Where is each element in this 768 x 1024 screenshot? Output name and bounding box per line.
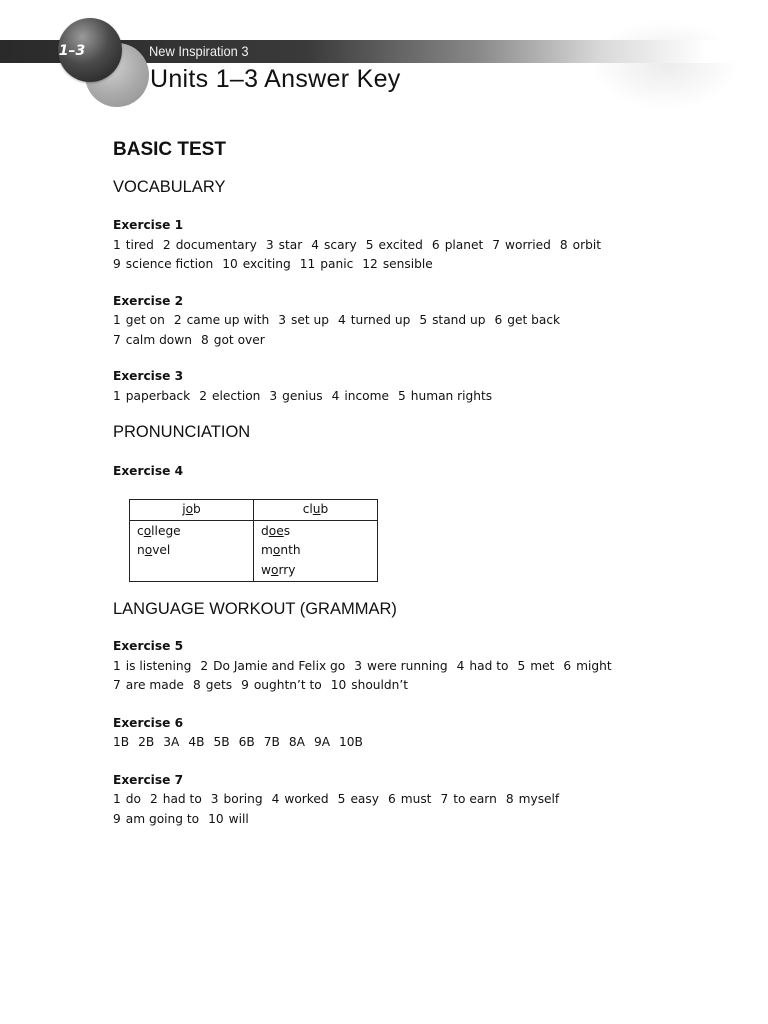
answer-text: get on (125, 313, 165, 327)
answer-number: 8 (505, 792, 514, 806)
answer-text: myself (518, 792, 560, 806)
answer-text: turned up (350, 313, 411, 327)
answer-item (338, 792, 379, 806)
exercise-title: Exercise 1 (113, 218, 184, 232)
answer-text: am going to (125, 811, 200, 826)
exercise-5 (113, 637, 733, 696)
answer-line (113, 657, 733, 677)
answer-text: paperback (125, 388, 191, 403)
table-column-club-words (254, 520, 378, 582)
answer-number: 1 (113, 237, 121, 252)
answer-number: 4 (456, 658, 465, 673)
answer-item (366, 238, 423, 252)
answer-number: 5 (419, 313, 428, 327)
table-header-job: job (130, 499, 254, 520)
exercise-answers (113, 311, 733, 350)
answer-item (163, 735, 179, 749)
answer-item (113, 313, 165, 327)
page-title: Units 1–3 Answer Key (150, 65, 401, 93)
exercise-title: Exercise 2 (113, 293, 184, 308)
answer-item (113, 659, 191, 673)
answer-number: 10 (330, 678, 347, 692)
answer-text: exciting (242, 257, 291, 271)
answer-text: 7B (263, 735, 280, 749)
answer-text: were running (367, 658, 448, 673)
answer-line (113, 236, 733, 256)
answer-text: 5B (213, 735, 230, 749)
answer-number: 10 (208, 811, 224, 826)
answer-item (113, 389, 190, 403)
answer-text: must (400, 792, 432, 806)
exercise-3 (113, 367, 733, 406)
answer-number: 2 (200, 658, 209, 673)
exercise-answers (113, 733, 733, 753)
answer-item (193, 678, 232, 692)
answer-item (440, 792, 496, 806)
answer-number: 3 (210, 792, 219, 806)
answer-item (113, 257, 213, 271)
exercise-title: Exercise 5 (113, 639, 184, 653)
answer-item (332, 389, 389, 403)
exercise-answers (113, 387, 733, 407)
answer-item (241, 678, 322, 692)
answer-text: panic (320, 257, 354, 271)
answer-number: 4 (331, 388, 340, 403)
exercise-1 (113, 216, 733, 275)
answer-number: 9 (113, 257, 121, 271)
answer-number: 4 (271, 792, 280, 806)
answer-number: 5 (517, 658, 526, 673)
answer-text: documentary (175, 237, 257, 252)
answer-number: 9 (241, 678, 249, 692)
answer-item (138, 735, 154, 749)
section-pronunciation: PRONUNCIATION (113, 423, 251, 441)
answer-text: 3A (163, 735, 180, 749)
exercise-4 (113, 462, 733, 582)
answer-line (113, 311, 733, 331)
answer-number: 1 (113, 658, 121, 673)
answer-item (419, 313, 485, 327)
answer-item (398, 389, 492, 403)
sound-table (129, 499, 378, 583)
answer-item (506, 792, 559, 806)
answer-text: Do Jamie and Felix go (213, 658, 346, 673)
answer-item (338, 313, 410, 327)
answer-text: shouldn’t (351, 678, 409, 692)
answer-item (266, 238, 302, 252)
answer-item (199, 389, 260, 403)
exercise-answers (113, 657, 733, 696)
answer-number: 7 (113, 678, 121, 692)
answer-text: might (576, 658, 612, 673)
answer-text: 10B (339, 735, 363, 749)
answer-number: 1 (113, 388, 121, 403)
answer-item (492, 238, 551, 252)
answer-text: had to (469, 658, 509, 673)
answer-line (113, 676, 733, 696)
answer-number: 4 (337, 313, 346, 327)
answer-number: 5 (337, 792, 346, 806)
answer-item (163, 238, 257, 252)
answer-line (113, 790, 733, 810)
answer-text: calm down (125, 332, 192, 347)
answer-item (113, 735, 129, 749)
answer-text: scary (324, 237, 357, 252)
answer-text: human rights (410, 388, 493, 403)
answer-item (201, 333, 265, 347)
answer-item (494, 313, 560, 327)
answer-item (560, 238, 601, 252)
answer-number: 5 (397, 388, 406, 403)
answer-key-content (113, 138, 733, 829)
answer-number: 6 (431, 237, 440, 252)
answer-number: 12 (362, 257, 378, 271)
answer-item (339, 735, 363, 749)
answer-item (113, 792, 141, 806)
answer-line (113, 810, 733, 830)
answer-text: tired (125, 237, 154, 252)
answer-number: 6 (494, 313, 503, 327)
answer-number: 2 (162, 237, 171, 252)
answer-item (362, 257, 432, 271)
answer-text: came up with (186, 313, 270, 327)
answer-text: set up (290, 313, 329, 327)
answer-item (563, 659, 611, 673)
exercise-title: Exercise 6 (113, 715, 184, 730)
series-name: New Inspiration 3 (149, 43, 249, 59)
answer-item (388, 792, 432, 806)
answer-item (289, 735, 305, 749)
answer-item (269, 389, 322, 403)
answer-item (113, 238, 154, 252)
answer-text: 6B (238, 735, 255, 749)
answer-number: 2 (149, 792, 158, 806)
exercise-title: Exercise 4 (113, 464, 184, 478)
answer-line (113, 733, 733, 753)
answer-line (113, 387, 733, 407)
answer-item (457, 659, 509, 673)
answer-text: stand up (432, 313, 486, 327)
answer-text: oughtn’t to (253, 678, 322, 692)
answer-item (174, 313, 269, 327)
answer-text: gets (205, 678, 233, 692)
answer-item (432, 238, 483, 252)
answer-text: worried (505, 237, 551, 252)
answer-text: income (344, 388, 389, 403)
test-title: BASIC TEST (113, 139, 226, 160)
answer-item (188, 735, 204, 749)
answer-text: do (125, 792, 141, 806)
answer-text: 8A (288, 735, 305, 749)
section-vocabulary: VOCABULARY (113, 178, 226, 196)
answer-number: 7 (440, 792, 449, 806)
answer-number: 10 (222, 257, 238, 271)
answer-number: 1 (113, 313, 121, 327)
table-word: does (261, 523, 291, 538)
answer-number: 6 (563, 658, 572, 673)
exercise-7 (113, 771, 733, 830)
answer-number: 8 (559, 237, 568, 252)
answer-text: had to (162, 792, 202, 806)
table-word: college (137, 523, 181, 538)
answer-item (239, 735, 255, 749)
answer-number: 6 (387, 792, 396, 806)
answer-item (200, 659, 345, 673)
answer-text: boring (223, 792, 263, 806)
answer-number: 8 (200, 332, 209, 347)
answer-item (272, 792, 329, 806)
answer-item (150, 792, 202, 806)
answer-number: 11 (299, 257, 316, 271)
answer-item (222, 257, 291, 271)
answer-item (208, 812, 249, 826)
exercise-title: Exercise 3 (113, 369, 184, 383)
answer-text: to earn (453, 792, 497, 806)
answer-item (331, 678, 408, 692)
answer-text: easy (350, 792, 379, 806)
answer-item (264, 735, 280, 749)
table-header-club: club (254, 499, 378, 520)
table-word: novel (137, 543, 171, 557)
answer-text: star (278, 237, 303, 252)
answer-line (113, 331, 733, 351)
answer-item (300, 257, 354, 271)
answer-text: 9A (313, 735, 331, 749)
answer-number: 2 (199, 388, 207, 403)
answer-item (311, 238, 357, 252)
answer-number: 4 (311, 237, 320, 252)
answer-text: orbit (572, 237, 602, 252)
answer-text: get back (507, 313, 561, 327)
answer-item (517, 659, 554, 673)
table-word: month (261, 543, 301, 557)
answer-text: met (530, 658, 555, 673)
answer-number: 9 (113, 811, 121, 826)
answer-text: 1B (113, 735, 130, 749)
answer-number: 3 (354, 658, 362, 673)
exercise-answers (113, 236, 733, 275)
answer-line (113, 255, 733, 275)
answer-item (278, 313, 329, 327)
answer-number: 5 (365, 237, 374, 252)
answer-text: planet (444, 237, 484, 252)
answer-number: 2 (173, 313, 182, 327)
section-language-workout: LANGUAGE WORKOUT (GRAMMAR) (113, 600, 397, 618)
answer-item (213, 735, 229, 749)
answer-text: election (211, 388, 261, 403)
answer-item (354, 659, 447, 673)
exercise-answers (113, 790, 733, 829)
answer-number: 3 (278, 313, 286, 327)
answer-number: 3 (269, 388, 278, 403)
answer-item (211, 792, 263, 806)
answer-text: is listening (125, 658, 192, 673)
answer-text: excited (378, 237, 423, 252)
table-column-job-words (130, 520, 254, 582)
answer-number: 1 (113, 792, 121, 806)
exercise-6 (113, 714, 733, 753)
answer-number: 8 (192, 678, 201, 692)
answer-item (113, 678, 184, 692)
answer-number: 7 (492, 237, 501, 252)
answer-text: worked (284, 792, 329, 806)
answer-number: 7 (113, 332, 121, 347)
exercise-title: Exercise 7 (113, 772, 184, 787)
unit-badge: 1–3 (58, 43, 86, 59)
answer-text: sensible (382, 257, 433, 271)
table-word: worry (261, 562, 296, 577)
header-ghost-decoration (590, 20, 740, 110)
answer-text: got over (213, 332, 265, 347)
answer-text: 4B (188, 735, 205, 749)
answer-text: science fiction (125, 257, 214, 271)
answer-text: 2B (138, 735, 155, 749)
answer-text: are made (125, 678, 184, 692)
answer-item (113, 333, 192, 347)
answer-text: will (228, 811, 249, 826)
answer-item (314, 735, 330, 749)
answer-text: genius (282, 388, 323, 403)
answer-number: 3 (265, 237, 274, 252)
exercise-2 (113, 292, 733, 351)
answer-item (113, 812, 199, 826)
